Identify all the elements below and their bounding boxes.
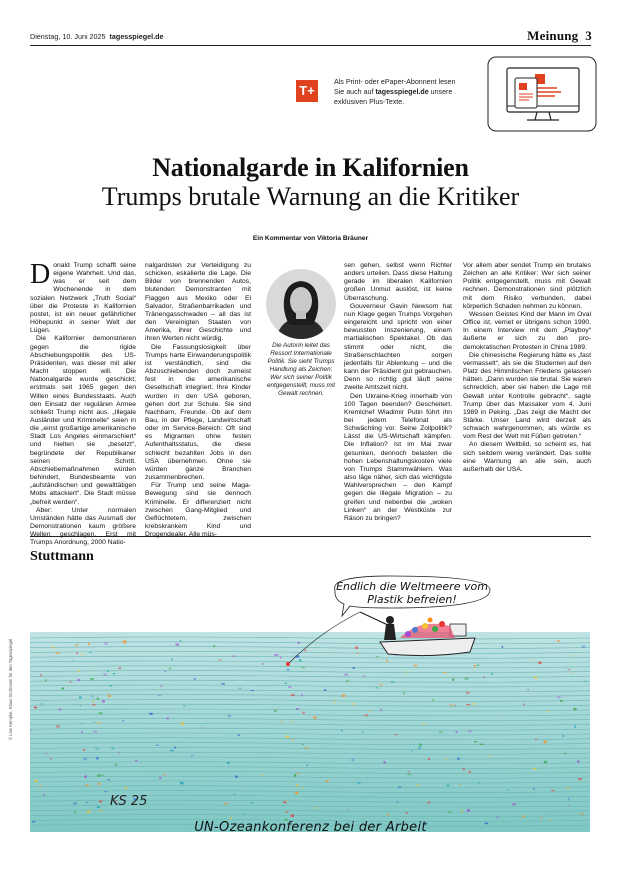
- plastic-speck: [344, 674, 348, 676]
- plastic-speck: [299, 659, 302, 661]
- article-column-2: [145, 262, 251, 539]
- plastic-speck: [93, 722, 95, 723]
- plastic-speck: [351, 759, 354, 762]
- plastic-speck: [304, 650, 306, 652]
- plastic-speck: [566, 788, 570, 789]
- plastic-speck: [582, 646, 586, 648]
- plastic-speck: [533, 788, 535, 790]
- plastic-speck: [285, 812, 288, 813]
- paragraph: An diesem Weltbild, so scheint es, hat sich seitdem wenig verändert. Das sollte eine Warnung an alle sein, auch außerhalb der USA.: [463, 441, 591, 473]
- plastic-speck: [51, 647, 55, 649]
- plastic-speck: [563, 735, 565, 737]
- plastic-speck: [294, 774, 296, 777]
- plastic-speck: [81, 723, 84, 724]
- plastic-speck: [306, 764, 308, 766]
- plastic-speck: [41, 703, 43, 705]
- plastic-speck: [467, 809, 470, 812]
- plastic-speck: [502, 646, 504, 649]
- plastic-speck: [567, 805, 569, 806]
- byline: Ein Kommentar von Viktoria Bräuner: [252, 235, 369, 242]
- plastic-speck: [92, 704, 95, 705]
- plastic-speck: [357, 782, 360, 784]
- plastic-speck: [169, 668, 172, 670]
- header-rule: [30, 45, 591, 46]
- plastic-speck: [34, 707, 37, 709]
- plastic-speck: [546, 711, 550, 712]
- plastic-speck: [472, 703, 475, 704]
- plastic-speck: [235, 776, 238, 778]
- plastic-speck: [496, 817, 499, 819]
- plastic-speck: [527, 689, 529, 690]
- plastic-speck: [324, 689, 327, 691]
- plastic-speck: [577, 761, 580, 763]
- plastic-speck: [477, 664, 479, 666]
- plastic-speck: [30, 730, 33, 731]
- plastic-speck: [391, 681, 395, 683]
- paragraph: Die Kalifornier demonstrieren gegen die rigide Abschiebungspolitik des US-Präsidenten, was dieser mit aller Macht stoppen will. Die Nationalgarde wurde geschickt; erstmals seit 1965 gegen den Willen eines Bundesstaats. Auch den Einsatz der regulären Armee schließt Trump nicht aus. „Illegale Ausländer und Kriminelle“ seien in die „einst großartige amerikanische Stadt Los Angeles einmarschiert“ und hielten sie „besetzt“, begründete der Republikaner seinen Schritt. Abschiebemaßnahmen würden behindert, Bundesbeamte von „aufständischen und gewalttätigen Mobs attackiert“. Die Stadt müsse „befreit werden“.: [30, 335, 136, 506]
- plastic-speck: [160, 686, 162, 687]
- plastic-speck: [115, 764, 117, 766]
- plastic-speck: [379, 684, 382, 686]
- plastic-speck: [544, 741, 547, 744]
- plastic-speck: [280, 721, 282, 722]
- plastic-speck: [76, 653, 78, 655]
- plastic-speck: [342, 695, 346, 697]
- plastic-speck: [483, 676, 485, 678]
- plastic-speck: [346, 809, 348, 811]
- plastic-speck: [489, 755, 493, 756]
- section-label: [527, 28, 592, 44]
- plastic-speck: [445, 759, 448, 760]
- plastic-speck: [571, 673, 573, 674]
- paragraph: Die Fassungslosigkeit über Trumps harte Einwanderungspolitik ist verständlich, sind die Abzuschiebenden doch zumeist fest in die amerikanische Gesellschaft integriert. Ihre Kinder wurden in den USA geboren, gehen dort zur Schule. Sie sind Nachbarn, Freunde. Ob auf dem Bau, in der Pflege, Landwirtschaft oder im Service-Bereich: Oft sind es Migranten ohne festen Aufenthaltsstatus, die diese schlecht bezahlten Jobs in den USA übernehmen. Ohne sie würden ganze Branchen zusammenbrechen.: [145, 343, 251, 482]
- plastic-speck: [45, 679, 47, 682]
- plastic-speck: [534, 677, 538, 679]
- article-column-3: [344, 262, 452, 523]
- plastic-speck: [81, 732, 83, 734]
- plastic-speck: [341, 730, 343, 731]
- promo-link[interactable]: tagesspiegel.de: [375, 88, 429, 96]
- plastic-speck: [119, 668, 121, 669]
- plastic-speck: [450, 704, 453, 706]
- plastic-speck: [352, 703, 356, 705]
- plastic-speck: [39, 785, 42, 787]
- promo-line2: Sie auch auf tagesspiegel.de unsere: [334, 88, 453, 96]
- plastic-speck: [222, 683, 225, 685]
- plastic-speck: [79, 697, 82, 699]
- plastic-speck: [95, 748, 99, 750]
- plastic-speck: [175, 644, 179, 646]
- plastic-speck: [457, 758, 459, 761]
- dropcap: D: [30, 259, 51, 290]
- promo-line1: Als Print- oder ePaper-Abonnent lesen: [334, 78, 456, 86]
- plastic-speck: [407, 774, 411, 776]
- plastic-speck: [387, 814, 389, 816]
- headline: Nationalgarde in Kalifornien: [152, 153, 469, 182]
- speech-bubble-line2: Plastik befreien!: [367, 593, 457, 606]
- plastic-speck: [334, 701, 336, 703]
- plastic-speck: [355, 647, 358, 649]
- plastic-speck: [227, 762, 230, 764]
- plastic-speck: [408, 771, 410, 772]
- paragraph: Vor allem aber sendet Trump ein brutales Zeichen an alle Kritiker: Wer sich seiner Politik entgegenstellt, muss mit Gewalt rechnen. Demonstrationen sind plötzlich mit dem Risiko verbunden, dabei körperlich Schaden nehmen zu können.: [463, 262, 591, 310]
- plastic-speck: [568, 798, 570, 800]
- plastic-speck: [135, 760, 137, 761]
- plastic-speck: [315, 807, 319, 808]
- plastic-speck: [466, 692, 469, 695]
- plastic-speck: [108, 695, 111, 697]
- plastic-speck: [92, 696, 94, 698]
- speech-bubble-line1: Endlich die Weltmeere vom: [336, 580, 488, 593]
- plastic-speck: [447, 785, 450, 787]
- plastic-speck: [214, 645, 216, 647]
- plastic-speck: [417, 785, 421, 786]
- plastic-speck: [228, 715, 231, 717]
- plastic-speck: [564, 753, 566, 755]
- plastic-speck: [174, 746, 176, 749]
- plastic-speck: [56, 652, 60, 654]
- cartoon-illustration: [30, 572, 590, 832]
- plastic-speck: [285, 736, 289, 738]
- plastic-speck: [156, 745, 159, 746]
- plastic-speck: [104, 791, 107, 792]
- plastic-speck: [158, 695, 162, 696]
- plastic-speck: [418, 746, 421, 748]
- plastic-speck: [291, 694, 295, 696]
- plastic-speck: [102, 700, 105, 702]
- plastic-speck: [97, 698, 100, 700]
- plastic-speck: [93, 701, 95, 703]
- tplus-badge: T+: [296, 80, 318, 102]
- plastic-speck: [428, 758, 430, 760]
- plastic-speck: [560, 700, 563, 702]
- plastic-speck: [573, 708, 576, 711]
- promo-text: [334, 77, 484, 107]
- plastic-speck: [575, 726, 577, 728]
- plastic-speck: [74, 803, 77, 805]
- plastic-speck: [99, 712, 103, 714]
- paragraph: sen gehen, selbst wenn Richter anders urteilen. Dass diese Haltung gerade im liberalen Kalifornien großen Unmut auslöst, ist keine Überraschung.: [344, 262, 452, 302]
- plastic-speck: [113, 673, 115, 674]
- plastic-speck: [88, 643, 90, 645]
- author-photo: [266, 269, 336, 339]
- paragraph: Aber: Unter normalen Umständen hätte das Ausmaß der Demonstrationen kaum größere Wellen geschlagen. Erst mit Trumps Anordnung, 2000 Natio-: [30, 506, 136, 547]
- plastic-speck: [62, 688, 65, 690]
- plastic-speck: [296, 785, 298, 787]
- plastic-speck: [302, 712, 304, 714]
- plastic-speck: [163, 774, 166, 776]
- plastic-speck: [406, 671, 408, 673]
- plastic-speck: [96, 757, 99, 760]
- subheadline: Trumps brutale Warnung an die Kritiker: [101, 182, 520, 211]
- plastic-speck: [422, 723, 425, 725]
- plastic-speck: [287, 669, 290, 671]
- plastic-speck: [295, 792, 298, 795]
- plastic-speck: [180, 782, 184, 785]
- paragraph: Den Ukraine-Krieg innerhalb von 100 Tagen beenden? Gescheitert. Kremlchef Wladimir Putin führt ihn bei jedem Telefonat als Schwächling vor. Seine Zollpolitik? Lässt die US-Wirtschaft kämpfen. Die Inflation? Ist im Mai zwar gesunken, dennoch belasten die hohen Lebenshaltungskosten viele von Trumps Stammwählern. Was also läge näher, sich das wichtigste Wahlversprechen – den Kampf gegen die illegale Migration – zu greifen und nebenbei die „woken Linken“ an der Westküste zur Räson zu bringen?: [344, 392, 452, 522]
- plastic-speck: [78, 679, 80, 681]
- plastic-speck: [85, 784, 89, 786]
- plastic-speck: [238, 735, 240, 736]
- plastic-speck: [568, 669, 571, 670]
- plastic-speck: [454, 705, 456, 706]
- plastic-speck: [301, 694, 303, 696]
- plastic-speck: [202, 727, 204, 728]
- plastic-speck: [230, 817, 232, 819]
- plastic-speck: [491, 673, 493, 675]
- plastic-speck: [80, 654, 84, 655]
- plastic-speck: [397, 801, 399, 803]
- plastic-speck: [124, 787, 127, 789]
- plastic-speck: [523, 704, 525, 705]
- plastic-speck: [43, 794, 45, 796]
- plastic-speck: [77, 670, 80, 671]
- plastic-speck: [411, 750, 413, 752]
- plastic-speck: [296, 708, 299, 709]
- promo-line3: exklusiven Plus-Texte.: [334, 98, 405, 106]
- plastic-speck: [302, 787, 305, 789]
- plastic-speck: [110, 685, 113, 686]
- plastic-speck: [394, 734, 398, 736]
- plastic-speck: [83, 758, 87, 761]
- plastic-speck: [56, 725, 60, 727]
- plastic-speck: [456, 731, 458, 733]
- plastic-speck: [159, 777, 161, 780]
- plastic-speck: [443, 672, 446, 673]
- plastic-speck: [384, 761, 386, 763]
- paragraph: Gouverneur Gavin Newsom hat nun Klage gegen Trumps Vorgehen eingereicht und spricht von einer bewussten Inszenierung, einem martialischen Spektakel. Ob das stimmt oder nicht, die Straßenschlachten sorgen jedenfalls für Ablenkung – und die kann der Präsident gut gebrauchen. Denn so richtig gut läuft seine zweite Amtszeit nicht.: [344, 302, 452, 392]
- plastic-speck: [463, 768, 465, 770]
- plastic-speck: [369, 711, 371, 712]
- paragraph: Für Trump und seine Maga-Bewegung sind sie dennoch Kriminelle. Er differenziert nicht zwischen Gang-Mitglied und Geflüchtetem, zwischen krebskrankem Kind und Drogendealer. Alle müs-: [145, 482, 251, 539]
- plastic-speck: [251, 690, 254, 691]
- plastic-speck: [326, 780, 329, 782]
- plastic-speck: [365, 714, 368, 716]
- plastic-speck: [80, 705, 82, 706]
- plastic-speck: [432, 699, 434, 701]
- plastic-speck: [512, 804, 515, 806]
- plastic-speck: [111, 748, 114, 750]
- plastic-speck: [302, 667, 305, 668]
- plastic-speck: [286, 800, 288, 802]
- plastic-speck: [280, 657, 282, 659]
- paragraph: Wessen Geistes Kind der Mann im Oval Office ist, verriet er übrigens schon 1990. In einem Interview mit dem „Playboy“ äußerte er sich zu den pro-demokratischen Protesten in China 1989.: [463, 310, 591, 351]
- plastic-speck: [98, 783, 101, 785]
- plastic-speck: [479, 744, 483, 745]
- plastic-speck: [544, 761, 547, 764]
- plastic-speck: [285, 683, 287, 685]
- article-column-4: [463, 262, 591, 474]
- plastic-speck: [274, 710, 277, 712]
- plastic-speck: [107, 670, 109, 672]
- header-site[interactable]: tagesspiegel.de: [109, 32, 164, 41]
- plastic-speck: [439, 731, 443, 733]
- plastic-speck: [469, 771, 471, 773]
- plastic-speck: [219, 659, 222, 660]
- plastic-speck: [538, 662, 541, 664]
- plastic-speck: [86, 802, 88, 804]
- plastic-speck: [165, 671, 167, 672]
- plastic-speck: [352, 667, 355, 668]
- section-name: Meinung: [527, 28, 579, 43]
- plastic-speck: [179, 640, 181, 641]
- plastic-speck: [149, 713, 152, 715]
- plastic-speck: [104, 642, 107, 644]
- plastic-speck: [103, 674, 107, 677]
- plastic-speck: [97, 806, 100, 808]
- plastic-speck: [170, 750, 174, 752]
- plastic-speck: [74, 811, 76, 813]
- plastic-speck: [419, 744, 422, 746]
- plastic-speck: [101, 775, 105, 776]
- plastic-speck: [313, 717, 317, 719]
- plastic-speck: [452, 679, 454, 681]
- plastic-speck: [167, 717, 169, 719]
- plastic-speck: [72, 660, 74, 661]
- header-date: Dienstag, 10. Juni 2025: [30, 32, 106, 41]
- plastic-speck: [557, 640, 559, 642]
- plastic-speck: [530, 659, 533, 660]
- plastic-speck: [50, 758, 52, 759]
- plastic-speck: [305, 747, 309, 749]
- paragraph: nalgardisten zur Verteidigung zu schicken, eskalierte die Lage. Die Bilder von brennenden Autos, blutenden Demonstranten mit Flaggen aus Mexiko oder El Salvador, Straßenbarrikaden und Tränengasschwaden – all das ist den Vereinigten Staaten von Amerika, ihrer Geschichte und ihren Werten nicht würdig.: [145, 262, 251, 343]
- plastic-speck: [466, 704, 470, 705]
- plastic-speck: [448, 811, 451, 813]
- plastic-speck: [97, 722, 101, 723]
- article-column-1: [30, 259, 136, 547]
- paragraph: Die chinesische Regierung hätte es „fast vermasselt“, als sie die Studenten auf den Platz des Himmlischen Friedens gelassen hätten. „Dann wurden sie brutal. Sie waren schrecklich, aber sie haben die Lage mit Gewalt unter Kontrolle gebracht“, sagte Trump über das Massaker vom 4. Juni 1989 in Peking. „Das zeigt die Macht der Stärke. Unser Land wird derzeit als schwach wahrgenommen, als würde es vom Rest der Welt mit Füßen getreten.“: [463, 351, 591, 441]
- plastic-speck: [97, 774, 101, 776]
- plastic-speck: [99, 801, 103, 803]
- plastic-speck: [478, 782, 480, 784]
- plastic-speck: [262, 663, 264, 665]
- plastic-speck: [290, 722, 292, 723]
- plastic-speck: [83, 749, 85, 751]
- plastic-speck: [380, 709, 382, 712]
- plastic-speck: [59, 708, 62, 711]
- plastic-speck: [403, 692, 405, 695]
- plastic-speck: [570, 655, 574, 656]
- cartoon-caption: UN-Ozeankonferenz bei der Arbeit: [194, 820, 427, 835]
- plastic-speck: [118, 752, 120, 754]
- plastic-speck: [298, 642, 300, 644]
- plastic-speck: [578, 778, 582, 780]
- plastic-speck: [233, 794, 236, 795]
- plastic-speck: [459, 784, 461, 786]
- plastic-speck: [243, 813, 245, 815]
- plastic-speck: [288, 687, 292, 688]
- plastic-speck: [194, 678, 196, 680]
- plastic-speck: [551, 790, 554, 791]
- plastic-speck: [123, 641, 127, 644]
- plastic-speck: [292, 739, 295, 740]
- plastic-speck: [357, 653, 359, 654]
- plastic-speck: [302, 744, 304, 745]
- plastic-speck: [89, 652, 93, 653]
- plastic-speck: [474, 665, 476, 667]
- plastic-speck: [90, 669, 92, 670]
- cartoon-section-title: Stuttmann: [30, 549, 94, 564]
- cartoonist-signature: KS 25: [110, 794, 148, 809]
- plastic-speck: [232, 656, 235, 657]
- plastic-speck: [291, 814, 294, 817]
- plastic-speck: [398, 787, 401, 788]
- plastic-speck: [533, 768, 537, 770]
- plastic-speck: [224, 803, 227, 804]
- plastic-speck: [557, 696, 561, 698]
- plastic-speck: [468, 730, 472, 732]
- plastic-speck: [376, 656, 379, 657]
- plastic-speck: [94, 731, 97, 733]
- plastic-speck: [406, 812, 408, 814]
- plastic-speck: [239, 688, 241, 690]
- plastic-speck: [274, 654, 278, 656]
- plastic-speck: [507, 789, 509, 790]
- plastic-speck: [99, 810, 102, 812]
- plastic-speck: [122, 720, 124, 721]
- plastic-speck: [181, 722, 184, 725]
- plastic-speck: [427, 802, 430, 804]
- plastic-speck: [474, 741, 478, 742]
- plastic-speck: [183, 705, 185, 706]
- plastic-speck: [250, 802, 253, 804]
- plastic-speck: [375, 687, 378, 688]
- plastic-speck: [70, 681, 72, 683]
- plastic-speck: [261, 775, 264, 776]
- plastic-speck: [75, 644, 78, 646]
- plastic-speck: [90, 678, 93, 680]
- header-date-line: [30, 32, 163, 41]
- computer-tablet-illustration: [487, 56, 597, 132]
- section-rule: [30, 536, 591, 537]
- plastic-speck: [346, 680, 349, 682]
- plastic-speck: [191, 755, 194, 757]
- plastic-speck: [35, 780, 38, 782]
- plastic-speck: [461, 810, 463, 812]
- plastic-speck: [386, 660, 388, 662]
- author-caption: Die Autorin leitet das Ressort Internationale Politik. Sie sieht Trumps Handlung als Zeichen: Wer sich seiner Politik entgegenstellt, muss mit Gewalt rechnen.: [267, 342, 335, 397]
- plastic-speck: [584, 681, 587, 683]
- plastic-speck: [46, 753, 48, 754]
- plastic-speck: [84, 775, 86, 778]
- photo-credit: © Lise Kempke, Klaus Stuttmann für den Tagesspiegel: [8, 638, 13, 740]
- plastic-speck: [522, 815, 525, 818]
- plastic-speck: [581, 813, 584, 815]
- plastic-speck: [296, 773, 300, 774]
- plastic-speck: [108, 779, 110, 780]
- plastic-speck: [40, 674, 42, 677]
- plastic-speck: [362, 732, 364, 734]
- plastic-speck: [535, 738, 537, 740]
- plastic-speck: [171, 658, 173, 660]
- plastic-speck: [465, 678, 469, 680]
- paragraph: Donald Trump schafft seine eigene Wahrheit. Und das, was er seit dem Wochenende in dem sozialen Netzwerk „Truth Social“ über die Proteste in Kalifornien postet, ist ein neuer gefährlicher Höhepunkt in seiner Welt der Lügen.: [30, 259, 136, 335]
- plastic-speck: [414, 665, 418, 667]
- plastic-speck: [363, 676, 366, 677]
- plastic-speck: [87, 810, 91, 812]
- page-number: 3: [585, 28, 592, 43]
